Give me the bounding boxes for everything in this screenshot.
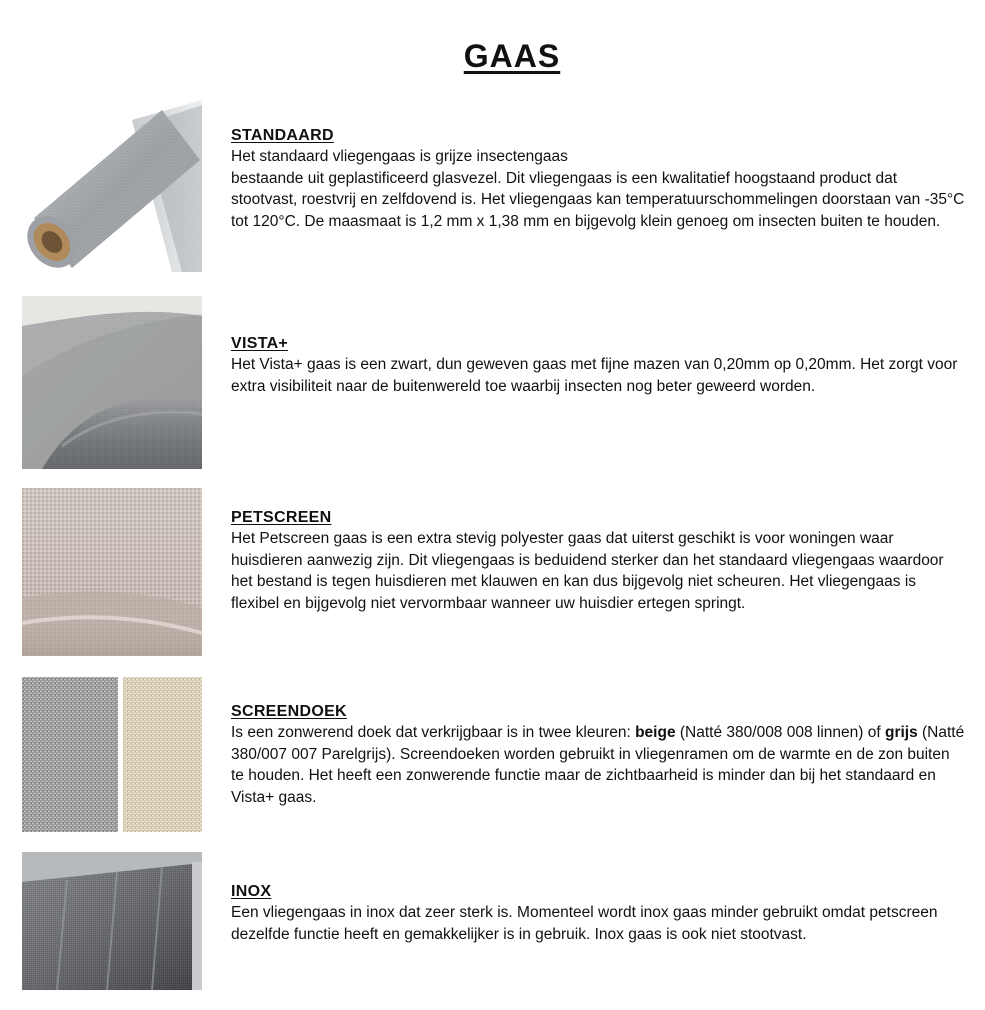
inox-mesh-panel-photo: [22, 852, 202, 990]
color-grijs-label: grijs: [884, 724, 918, 741]
section-heading: VISTA+: [231, 335, 289, 352]
description-part: (Natté 380/007 007 Parelgrijs). Screendoeken worden gebruikt in vliegenramen om de warmte en de zon buiten te houden. Het heeft een zonwerende functie maar de zichtbaarheid is minder dan bij het standaard en Vista+ gaas.: [231, 724, 965, 806]
section-heading: STANDAARD: [231, 127, 334, 144]
color-beige-label: beige: [635, 724, 676, 741]
dark-fine-mesh-photo: [22, 296, 202, 469]
section-heading: PETSCREEN: [231, 509, 332, 526]
section-heading: SCREENDOEK: [231, 703, 347, 720]
description-part: Is een zonwerend doek dat verkrijgbaar is in twee kleuren:: [231, 724, 636, 741]
section-description: Het Vista+ gaas is een zwart, dun geweven gaas met fijne mazen van 0,20mm op 0,20mm. Het zorgt voor extra visibiliteit naar de buitenwereld toe waarbij insecten nog beter geweerd worden.: [231, 356, 958, 395]
petscreen-mesh-photo: [22, 488, 202, 656]
section-description: Het Petscreen gaas is een extra stevig polyester gaas dat uiterst geschikt is voor woningen waar huisdieren aanwezig zijn. Dit vliegengaas is beduidend sterker dan het standaard vliegengaas waardoor het bestand is tegen huisdieren met klauwen en kan dus bijgevolg niet scheuren. Het vliegengaas is flexibel en bijgevolg niet vervormbaar wanneer uw huisdier ertegen springt.: [231, 530, 944, 612]
section-heading: INOX: [231, 883, 272, 900]
section-description: [231, 722, 966, 808]
description-part: (Natté 380/008 008 linnen) of: [675, 724, 885, 741]
screen-fabric-swatches-photo: [22, 677, 202, 832]
page-title: GAAS: [463, 38, 561, 74]
section-description: Het standaard vliegengaas is grijze insectengaas bestaande uit geplastificeerd glasvezel. Dit vliegengaas is een kwalitatief hoogstaand product dat stootvast, roestvrij en zelfdovend is. Het vliegengaas kan temperatuurschommelingen doorstaan van -35°C tot 120°C. De maasmaat is 1,2 mm x 1,38 mm en bijgevolg klein genoeg om insecten buiten te houden.: [231, 148, 965, 230]
grey-mesh-roll-photo: [22, 100, 202, 272]
section-description: Een vliegengaas in inox dat zeer sterk is. Momenteel wordt inox gaas minder gebruikt omdat petscreen dezelfde functie heeft en gemakkelijker is in gebruik. Inox gaas is ook niet stootvast.: [231, 904, 938, 943]
